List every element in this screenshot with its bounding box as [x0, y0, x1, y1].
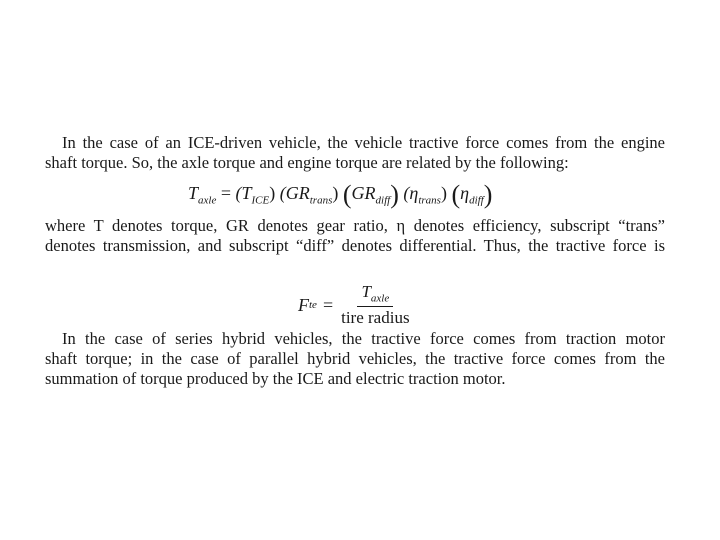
eq-lhs-subscript: te	[309, 299, 317, 312]
fraction	[341, 282, 409, 328]
eq-term-gr-trans: (GR	[279, 183, 310, 203]
eq-term-ice: (T	[235, 183, 252, 203]
eq-term-gr-diff: GR	[351, 183, 376, 203]
paragraph-line: shaft torque. So, the axle torque and engine torque are related by the following:	[45, 153, 569, 172]
fraction-denominator: tire radius	[341, 308, 410, 328]
eq-paren: )	[440, 183, 447, 203]
paragraph-line: In the case of an ICE-driven vehicle, the vehicle tractive force comes from the engine	[62, 133, 665, 152]
eq-term-eta-trans-subscript: trans	[418, 194, 441, 207]
paragraph-line: denotes transmission, and subscript “diff” denotes differential. Thus, the tractive force is	[45, 236, 665, 255]
eq-paren: )	[332, 183, 339, 203]
eq-big-paren: )	[390, 180, 399, 209]
eq-term-gr-trans-subscript: trans	[309, 194, 333, 207]
paragraph-line: In the case of series hybrid vehicles, the tractive force comes from traction motor	[62, 329, 665, 348]
eq-term-eta-diff-subscript: diff	[469, 194, 484, 207]
numerator-subscript: axle	[370, 292, 390, 305]
eq-paren: )	[269, 183, 276, 203]
paragraph-hybrid	[45, 329, 665, 389]
eq-equals: =	[322, 294, 334, 315]
numerator-symbol: T	[361, 282, 371, 301]
paragraph-ice-driven	[45, 133, 665, 173]
axle-torque-equation	[188, 180, 493, 209]
eq-lhs: T	[188, 183, 199, 203]
fraction-numerator	[357, 282, 393, 307]
paragraph-line: where T denotes torque, GR denotes gear ratio, η denotes efficiency, subscript “trans”	[45, 216, 665, 235]
eq-term-eta-trans: (η	[403, 183, 419, 203]
eq-lhs: F	[298, 294, 309, 315]
eq-term-eta-diff: η	[460, 183, 470, 203]
eq-equals: =	[220, 183, 231, 203]
eq-big-paren: (	[451, 180, 461, 209]
eq-term-ice-subscript: ICE	[251, 194, 270, 207]
paragraph-line: summation of torque produced by the ICE and electric traction motor.	[45, 369, 506, 388]
tractive-force-equation	[298, 282, 410, 328]
paragraph-line: shaft torque; in the case of parallel hybrid vehicles, the tractive force comes from the	[45, 349, 665, 368]
eq-big-paren: (	[342, 180, 352, 209]
eq-lhs-subscript: axle	[198, 194, 217, 207]
paragraph-definitions	[45, 216, 665, 256]
eq-term-gr-diff-subscript: diff	[375, 194, 391, 207]
eq-big-paren: )	[483, 180, 493, 209]
